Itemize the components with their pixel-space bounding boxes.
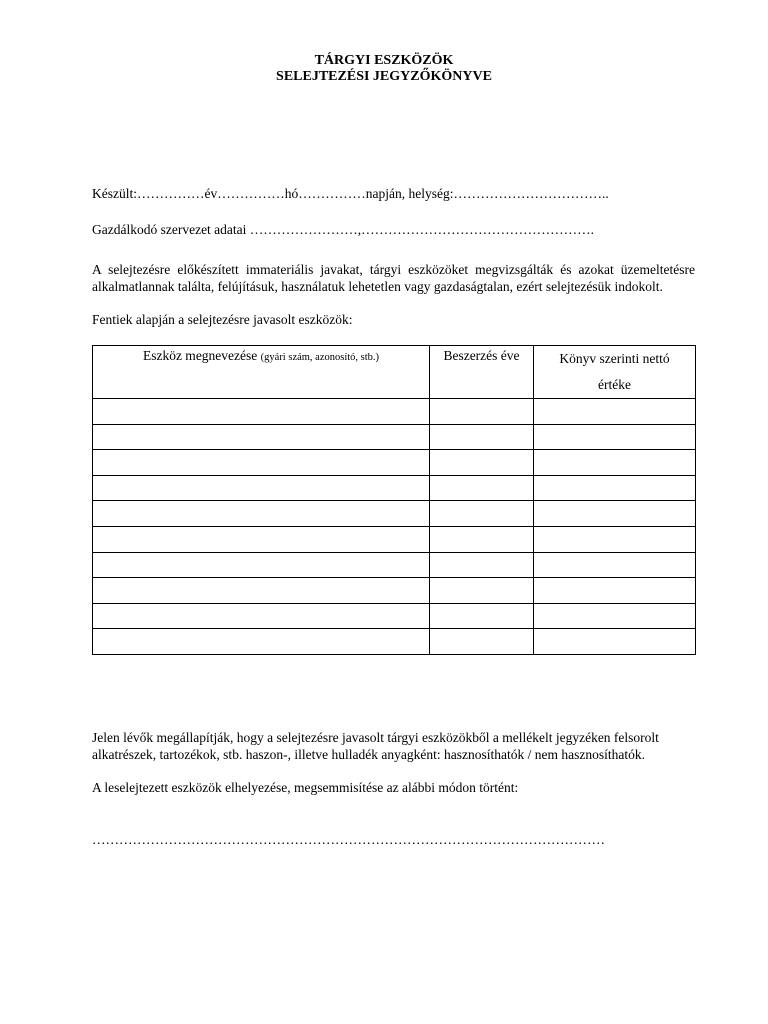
asset-name-cell[interactable]: [93, 501, 430, 527]
disposal-dotted-line: ……………………………………………………………………………………………………: [92, 832, 605, 847]
header-purchase-year-label: Beszerzés éve: [443, 348, 520, 363]
table-row: [93, 603, 696, 629]
document-title-line1: TÁRGYI ESZKÖZÖK: [314, 53, 454, 68]
net-value-cell[interactable]: [534, 501, 696, 527]
intro-followup: Fentiek alapján a selejtezésre javasolt eszközök:: [92, 312, 353, 327]
organization-data-line: Gazdálkodó szervezet adatai ……………………,…………………………………………….: [92, 222, 595, 237]
net-value-cell[interactable]: [534, 552, 696, 578]
purchase-year-cell[interactable]: [430, 450, 534, 476]
purchase-year-cell[interactable]: [430, 501, 534, 527]
purchase-year-cell[interactable]: [430, 552, 534, 578]
purchase-year-cell[interactable]: [430, 399, 534, 425]
asset-name-cell[interactable]: [93, 552, 430, 578]
purchase-year-cell[interactable]: [430, 603, 534, 629]
disposal-line: A leselejtezett eszközök elhelyezése, megsemmisítése az alábbi módon történt:: [92, 780, 519, 795]
asset-name-cell[interactable]: [93, 629, 430, 655]
header-asset-name-label: Eszköz megnevezése: [142, 348, 258, 363]
header-purchase-year: [430, 346, 534, 399]
header-net-book-value-line1: Könyv szerinti nettó: [559, 351, 670, 366]
net-value-cell[interactable]: [534, 450, 696, 476]
header-net-book-value-line2: értéke: [598, 377, 631, 392]
net-value-cell[interactable]: [534, 603, 696, 629]
net-value-cell[interactable]: [534, 526, 696, 552]
asset-table: [92, 345, 696, 655]
header-asset-name-note: (gyári szám, azonosító, stb.): [260, 352, 380, 363]
table-row: [93, 552, 696, 578]
purchase-year-cell[interactable]: [430, 578, 534, 604]
net-value-cell[interactable]: [534, 578, 696, 604]
asset-table-header-row: [93, 346, 696, 399]
net-value-cell[interactable]: [534, 399, 696, 425]
purchase-year-cell[interactable]: [430, 424, 534, 450]
asset-name-cell[interactable]: [93, 450, 430, 476]
purchase-year-cell[interactable]: [430, 526, 534, 552]
net-value-cell[interactable]: [534, 475, 696, 501]
table-row: [93, 501, 696, 527]
table-row: [93, 475, 696, 501]
asset-name-cell[interactable]: [93, 603, 430, 629]
document-title-line2: SELEJTEZÉSI JEGYZŐKÖNYVE: [276, 69, 492, 84]
table-row: [93, 450, 696, 476]
intro-paragraph: A selejtezésre előkészített immateriális javakat, tárgyi eszközöket megvizsgálták és azokat üzemeltetésre alkalmatlannak találta, felújításuk, használatuk lehetetlen vagy gazdaságtalan, ezért selejtezésük indokolt.: [92, 262, 695, 294]
asset-name-cell[interactable]: [93, 526, 430, 552]
closing-paragraph: Jelen lévők megállapítják, hogy a selejtezésre javasolt tárgyi eszközökből a mellékelt jegyzéken felsorolt alkatrészek, tartozékok, stb. haszon-, illetve hulladék anyagként: hasznosíthatók / nem hasznosíthatók.: [92, 730, 659, 762]
purchase-year-cell[interactable]: [430, 629, 534, 655]
made-date-place-line: Készült:……………év……………hó……………napján, helység:……………………………..: [92, 186, 609, 201]
net-value-cell[interactable]: [534, 424, 696, 450]
asset-name-cell[interactable]: [93, 578, 430, 604]
table-row: [93, 424, 696, 450]
asset-name-cell[interactable]: [93, 424, 430, 450]
table-row: [93, 578, 696, 604]
header-net-book-value: [534, 346, 696, 399]
table-row: [93, 526, 696, 552]
header-asset-name: [93, 346, 430, 399]
asset-name-cell[interactable]: [93, 475, 430, 501]
net-value-cell[interactable]: [534, 629, 696, 655]
table-row: [93, 399, 696, 425]
table-row: [93, 629, 696, 655]
asset-name-cell[interactable]: [93, 399, 430, 425]
purchase-year-cell[interactable]: [430, 475, 534, 501]
